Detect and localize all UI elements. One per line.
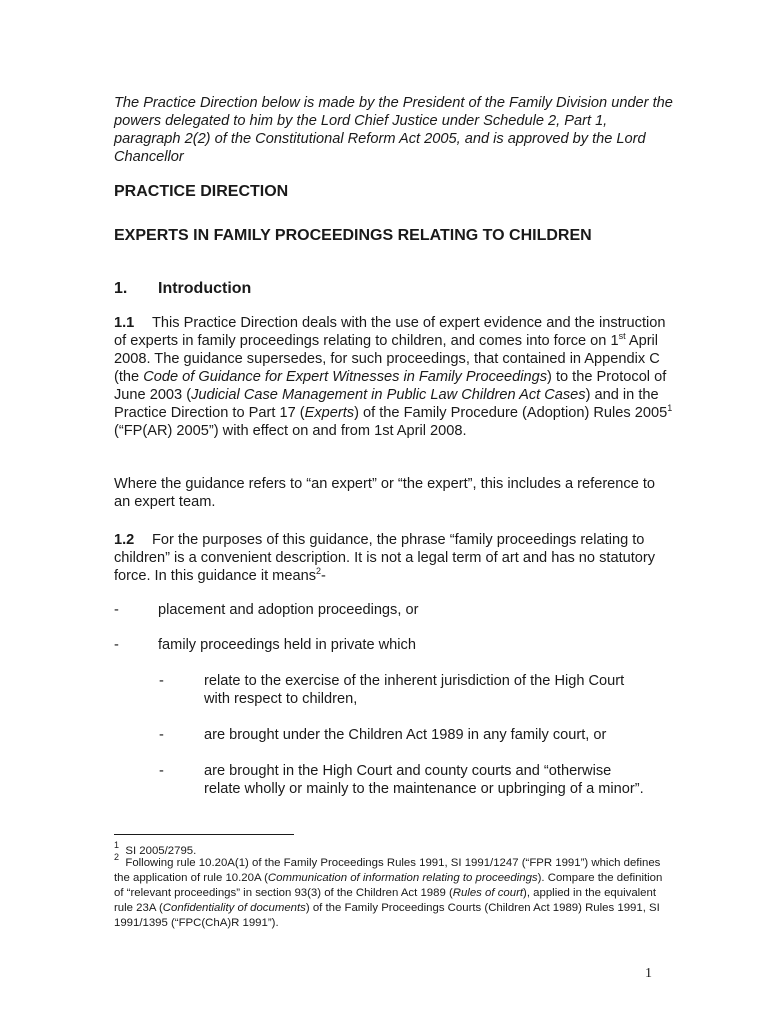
paragraph-text: ) and in the Practice Direction to Part 17 ( (114, 387, 659, 421)
paragraph-1-1 (114, 314, 674, 440)
paragraph-text: For the purposes of this guidance, the phrase “family proceedings relating to children” is a convenient description. It is not a legal term of art and has no statutory force. In this guidance it means (114, 532, 656, 584)
superscript-st: st (618, 331, 626, 341)
italic-title: Code of Guidance for Expert Witnesses in Family Proceedings (143, 369, 548, 385)
footnote-number: 2 (114, 852, 120, 862)
paragraph-number: 1.1 (114, 315, 135, 331)
sub-list-item-text: are brought under the Children Act 1989 in any family court, or (204, 727, 607, 743)
paragraph-1-2 (114, 531, 674, 585)
section-heading (114, 280, 674, 298)
footnote-ref-2[interactable]: 2 (316, 566, 322, 576)
sub-list-item-text: relate to the exercise of the inherent jurisdiction of the High Court with respect to children, (204, 673, 625, 707)
paragraph-text: April 2008. The guidance supersedes, for such proceedings, that contained in Appendix C (the (114, 333, 660, 385)
footnote-number: 1 (114, 840, 120, 850)
heading-practice-direction: PRACTICE DIRECTION (114, 183, 289, 200)
list-item-text: family proceedings held in private which (158, 637, 416, 653)
heading-document-title: EXPERTS IN FAMILY PROCEEDINGS RELATING TO CHILDREN (114, 227, 592, 244)
section-title: Introduction (158, 280, 252, 297)
page-number: 1 (645, 966, 652, 981)
footnote-text: SI 2005/2795. (125, 845, 197, 857)
italic-title: Communication of information relating to proceedings (267, 872, 538, 884)
list-dash: - (114, 602, 119, 618)
list-dash: - (159, 673, 164, 689)
footnote-text: ). Compare the definition of “relevant proceedings” in section 93(3) of the Children Act 1989 ( (114, 872, 663, 899)
list-dash: - (159, 727, 164, 743)
footnote-text: ), applied in the equivalent rule 23A ( (114, 887, 657, 914)
footnote-2 (114, 852, 674, 931)
sub-list-item-text: are brought in the High Court and county courts and “otherwise relate wholly or mainly to the maintenance or upbringing of a minor”. (204, 763, 644, 797)
list-item-text: placement and adoption proceedings, or (158, 602, 419, 618)
section-number: 1. (114, 280, 128, 297)
footnote-separator (114, 834, 294, 835)
footnote-text: ) of the Family Proceedings Courts (Children Act 1989) Rules 1991, SI 1991/1395 (“FPC(ChA)R 1991”). (114, 902, 660, 929)
intro-statement: The Practice Direction below is made by the President of the Family Division under the powers delegated to him by the Lord Chief Justice under Schedule 2, Part 1, paragraph 2(2) of the Constitutional Reform Act 2005, and is approved by the Lord Chancellor (114, 95, 673, 165)
paragraph-text: This Practice Direction deals with the use of expert evidence and the instruction of experts in family proceedings relating to children, and comes into force on 1 (114, 315, 666, 349)
italic-title: Judicial Case Management in Public Law Children Act Cases (191, 387, 586, 403)
italic-title: Experts (304, 405, 355, 421)
paragraph-text: (“FP(AR) 2005”) with effect on and from 1st April 2008. (114, 423, 467, 439)
list-dash: - (159, 763, 164, 779)
list-dash: - (114, 637, 119, 653)
paragraph-text: ) to the Protocol of June 2003 ( (114, 369, 667, 403)
paragraph-text: ) of the Family Procedure (Adoption) Rules 2005 (354, 405, 668, 421)
paragraph-expert-reference: Where the guidance refers to “an expert” or “the expert”, this includes a reference to an expert team. (114, 476, 656, 510)
paragraph-number: 1.2 (114, 532, 135, 548)
paragraph-text: - (321, 568, 326, 584)
italic-title: Rules of court (452, 887, 524, 899)
footnote-ref-1[interactable]: 1 (667, 403, 673, 413)
footnote-text: Following rule 10.20A(1) of the Family Proceedings Rules 1991, SI 1991/1247 (“FPR 1991”) which defines the application of rule 10.20A ( (114, 857, 661, 884)
italic-title: Confidentiality of documents (162, 902, 306, 914)
